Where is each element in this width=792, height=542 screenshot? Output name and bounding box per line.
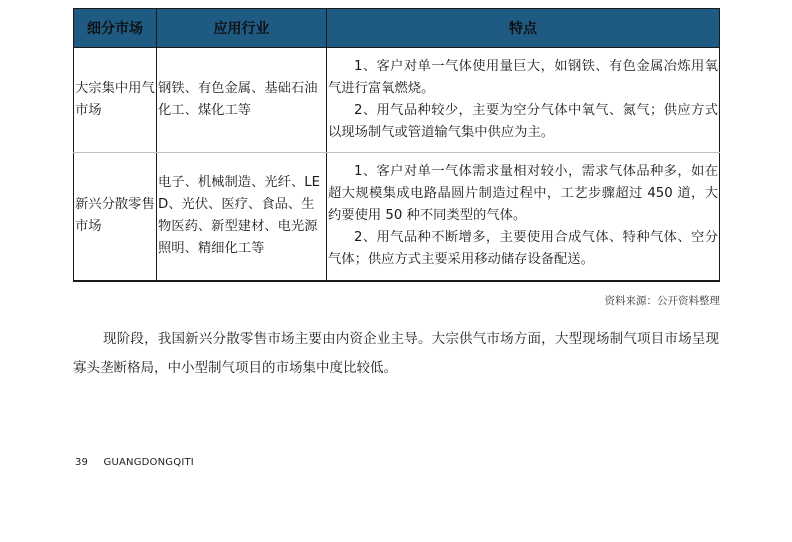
header-industry: 应用行业 bbox=[157, 9, 327, 48]
feature-line: 1、客户对单一气体需求量相对较小，需求气体品种多，如在超大规模集成电路晶圆片制造过程中，工艺步骤超过 450 道，大约要使用 50 种不同类型的气体。 bbox=[328, 164, 718, 224]
cell-segment: 新兴分散零售市场 bbox=[74, 153, 157, 281]
footer-brand: GUANGDONGQITI bbox=[103, 457, 194, 468]
cell-industries: 电子、机械制造、光纤、LED、光伏、医疗、食品、生物医药、新型建材、电光源照明、精细化工等 bbox=[157, 153, 327, 281]
cell-industries: 钢铁、有色金属、基础石油化工、煤化工等 bbox=[157, 48, 327, 153]
feature-line: 2、用气品种较少，主要为空分气体中氧气、氮气；供应方式以现场制气或管道输气集中供应为主。 bbox=[328, 103, 718, 140]
header-features: 特点 bbox=[327, 9, 720, 48]
cell-features bbox=[327, 153, 720, 281]
header-segment: 细分市场 bbox=[74, 9, 157, 48]
source-note: 资料来源：公开资料整理 bbox=[604, 295, 720, 307]
page-number: 39 bbox=[75, 457, 89, 468]
feature-line: 1、客户对单一气体使用量巨大，如钢铁、有色金属冶炼用氧气进行富氧燃烧。 bbox=[328, 59, 718, 96]
table-row bbox=[74, 48, 720, 153]
table-header-row bbox=[74, 9, 720, 48]
body-paragraph: 现阶段，我国新兴分散零售市场主要由内资企业主导。大宗供气市场方面，大型现场制气项目市场呈现寡头垄断格局，中小型制气项目的市场集中度比较低。 bbox=[73, 331, 719, 376]
market-segment-table bbox=[73, 8, 720, 282]
cell-segment: 大宗集中用气市场 bbox=[74, 48, 157, 153]
table-row bbox=[74, 153, 720, 281]
page-footer bbox=[75, 457, 194, 468]
cell-features bbox=[327, 48, 720, 153]
feature-line: 2、用气品种不断增多，主要使用合成气体、特种气体、空分气体；供应方式主要采用移动储存设备配送。 bbox=[328, 230, 718, 268]
